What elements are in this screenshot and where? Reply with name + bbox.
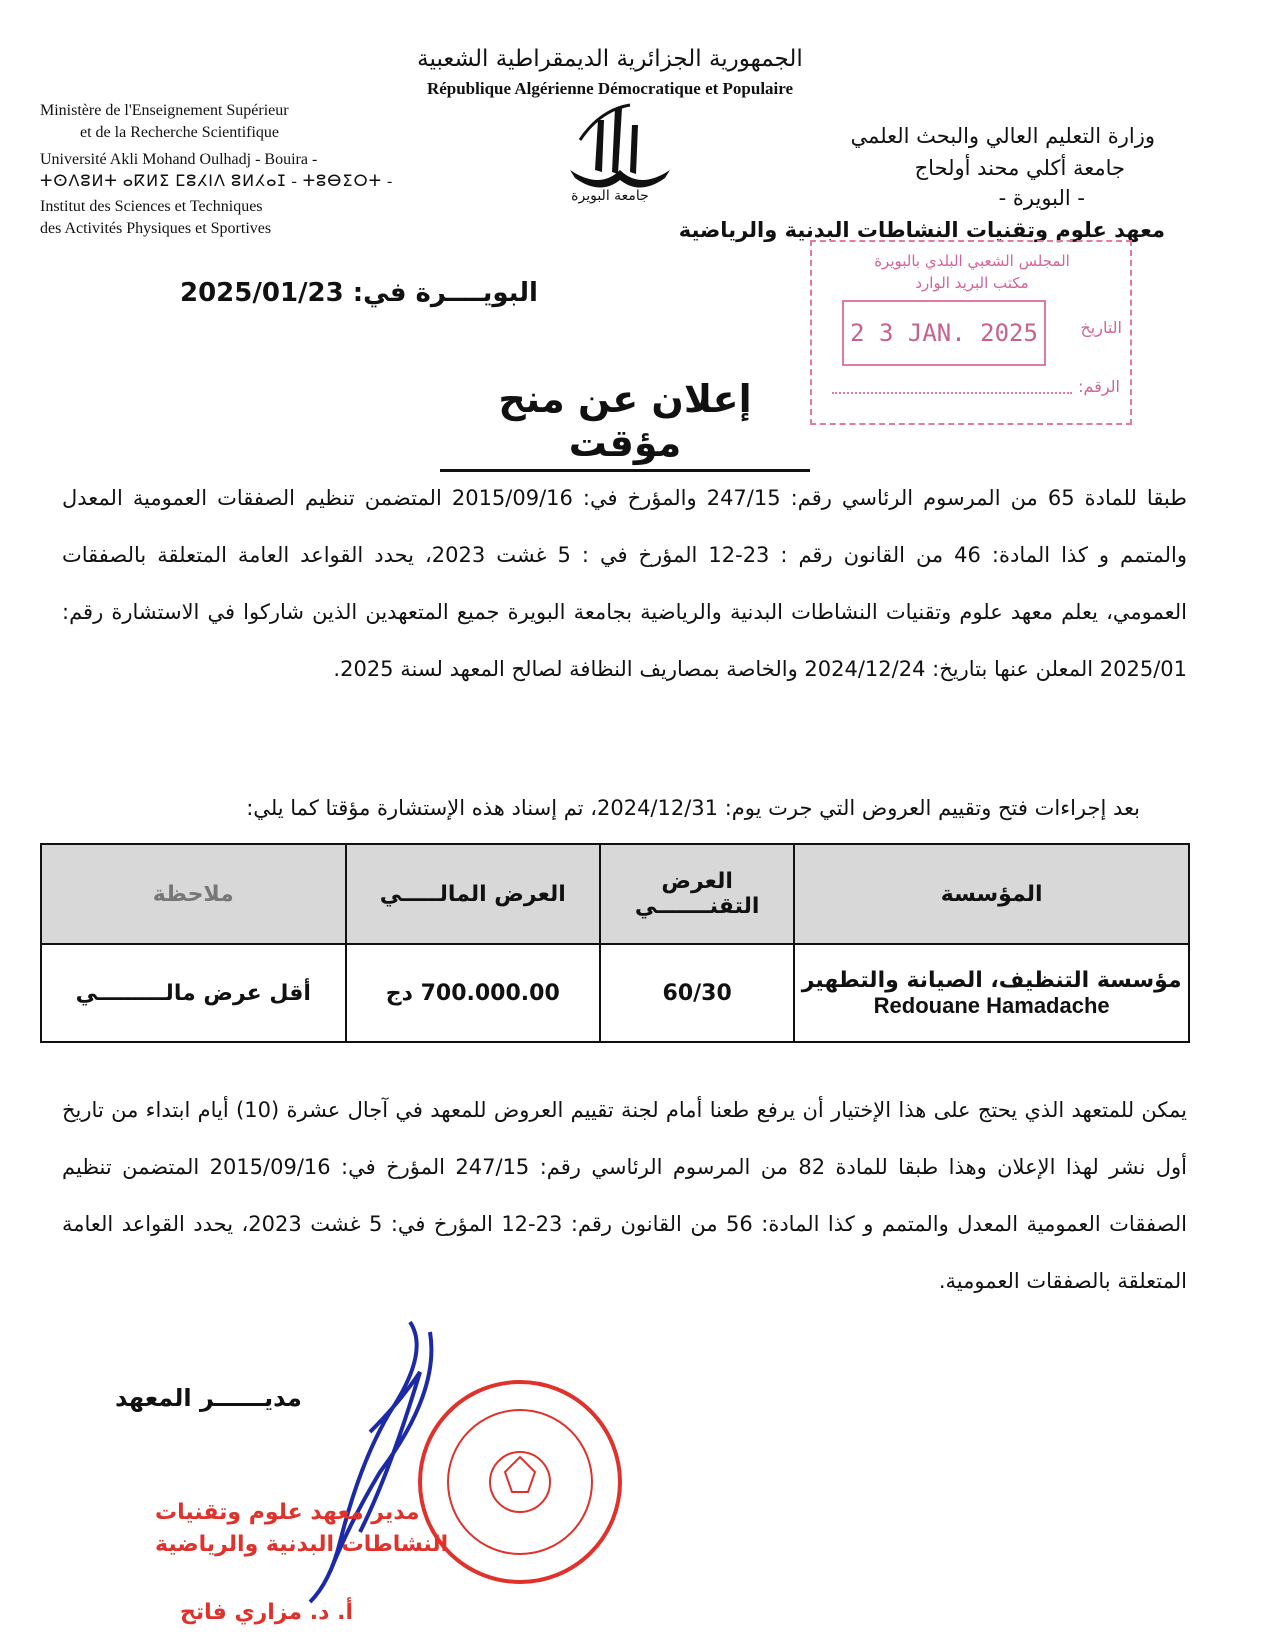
stamp-date-label: التاريخ bbox=[1080, 318, 1122, 337]
institution-name-fr: Redouane Hamadache bbox=[873, 992, 1110, 1018]
stamp-date: 2 3 JAN. 2025 bbox=[850, 319, 1038, 347]
logo-caption: جامعة البويرة bbox=[571, 188, 649, 204]
fr-ministry-line2: et de la Recherche Scientifique bbox=[80, 124, 280, 141]
table-row bbox=[41, 944, 1189, 1042]
header-french-republic: République Algérienne Démocratique et Populaire bbox=[426, 79, 794, 98]
university-logo bbox=[560, 100, 680, 200]
header-institution: المؤسسة bbox=[794, 844, 1189, 944]
header-financial-offer: العرض المالـــــي bbox=[346, 844, 600, 944]
seal-text-line2: النشاطات البدنية والرياضية bbox=[155, 1532, 449, 1557]
header-arabic-republic: الجمهورية الجزائرية الديمقراطية الشعبية bbox=[417, 46, 803, 72]
fr-institute-line2: des Activités Physiques et Sportives bbox=[40, 220, 272, 237]
ar-city: - البويرة - bbox=[998, 186, 1085, 210]
cell-financial-amount: 700.000.00 دج bbox=[346, 944, 600, 1042]
fr-ministry-line1: Ministère de l'Enseignement Supérieur bbox=[40, 102, 289, 119]
tifinagh-university: ⵜⵙⴷⵓⵍⵜ ⴰⴽⵍⵉ ⵎⵓⵃⵏⴷ ⵓⵍⵃⴰⵊ - ⵜⵓⴱⵉⵔⵜ - bbox=[40, 173, 394, 190]
document-title: إعلان عن منح مؤقت bbox=[440, 377, 810, 472]
stamp-date-box bbox=[842, 300, 1046, 366]
cell-note: أقل عرض مالـــــــــي bbox=[41, 944, 346, 1042]
document-date: البويــــرة في: 2025/01/23 bbox=[180, 278, 538, 308]
ar-university: جامعة أكلي محند أولحاج bbox=[914, 156, 1125, 180]
seal-text-line1: مدير معهد علوم وتقنيات bbox=[155, 1500, 420, 1525]
signatory-name: أ. د. مزاري فاتح bbox=[180, 1600, 353, 1625]
paragraph-evaluation: بعد إجراءات فتح وتقييم العروض التي جرت يوم: 2024/12/31، تم إسناد هذه الإستشارة مؤقتا كما يلي: bbox=[246, 796, 1140, 820]
paragraph-appeal: يمكن للمتعهد الذي يحتج على هذا الإختيار أن يرفع طعنا أمام لجنة تقييم العروض للمعهد في آجال عشرة (10) أيام ابتداء من تاريخ أول نشر لهذا الإعلان وهذا طبقا للمادة 82 من المرسوم الرئاسي رقم: 247/15 المؤرخ في: 2015/09/16 المتضمن تنظيم الصفقات العمومية المعدل والمتمم و كذا المادة: 56 من القانون رقم: 23-12 المؤرخ في: 5 غشت 2023، يحدد القواعد العامة المتعلقة بالصفقات العمومية. bbox=[62, 1098, 1188, 1293]
stamp-line1: المجلس الشعبي البلدي بالبويرة bbox=[874, 252, 1070, 270]
paragraph-legal-basis: طبقا للمادة 65 من المرسوم الرئاسي رقم: 247/15 والمؤرخ في: 2015/09/16 المتضمن تنظيم الصفقات العمومية المعدل والمتمم و كذا المادة: 46 من القانون رقم : 23-12 المؤرخ في : 5 غشت 2023، يحدد القواعد العامة المتعلقة بالصفقات العمومي، يعلم معهد علوم وتقنيات النشاطات البدنية والرياضية بجامعة البويرة جميع المتعهدين الذين شاركوا في الاستشارة رقم: 2025/01 المعلن عنها بتاريخ: 2024/12/24 والخاصة بمصاريف النظافة لصالح المعهد لسنة 2025. bbox=[62, 486, 1187, 681]
cell-institution bbox=[794, 944, 1189, 1042]
header-technical-offer: العرض التقنـــــــي bbox=[600, 844, 794, 944]
ar-ministry: وزارة التعليم العالي والبحث العلمي bbox=[850, 124, 1155, 148]
stamp-number-label: الرقم: bbox=[1078, 377, 1120, 396]
incoming-mail-stamp bbox=[810, 240, 1132, 425]
award-table bbox=[40, 843, 1190, 1043]
signatory-title: مديــــــر المعهد bbox=[115, 1384, 302, 1412]
handwritten-signature bbox=[270, 1312, 470, 1612]
stamp-number-dots bbox=[832, 392, 1072, 394]
header-note: ملاحظة bbox=[41, 844, 346, 944]
ar-institute: معهد علوم وتقنيات النشاطات البدنية والرياضية bbox=[678, 218, 1165, 242]
fr-institute-line1: Institut des Sciences et Techniques bbox=[40, 198, 263, 215]
institution-name-ar: مؤسسة التنظيف، الصيانة والتطهير bbox=[801, 967, 1182, 993]
stamp-line2: مكتب البريد الوارد bbox=[915, 274, 1029, 292]
table-header-row bbox=[41, 844, 1189, 944]
fr-university: Université Akli Mohand Oulhadj - Bouira - bbox=[40, 151, 318, 168]
cell-technical-score: 60/30 bbox=[600, 944, 794, 1042]
